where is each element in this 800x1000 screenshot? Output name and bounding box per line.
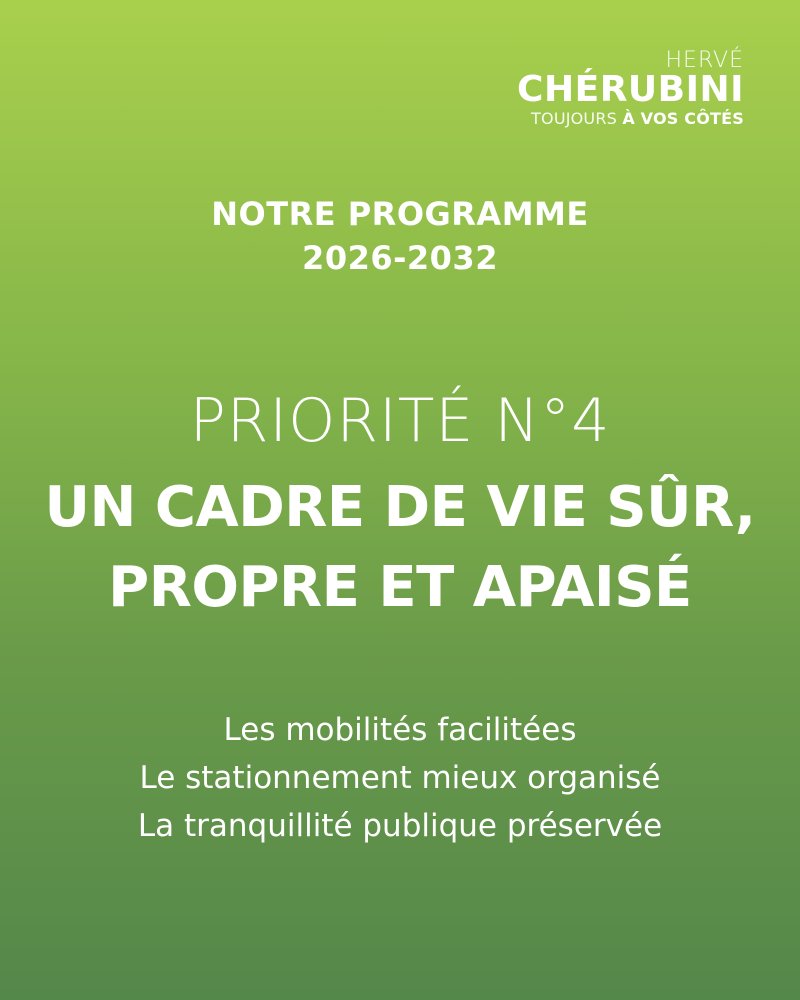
program-heading: [0, 192, 800, 280]
brand-first-name: HERVÉ: [665, 48, 744, 73]
brand-last-name: CHÉRUBINI: [517, 69, 744, 110]
priority-point: Le stationnement mieux organisé: [139, 760, 661, 796]
brand-tagline-light: TOUJOURS: [531, 109, 618, 128]
priority-point: La tranquillité publique préservée: [137, 808, 663, 844]
priority-points-list: [0, 706, 800, 850]
brand-tagline: [517, 111, 744, 127]
priority-point: Les mobilités facilitées: [223, 712, 577, 748]
priority-title-line-2: PROPRE ET APAISÉ: [108, 555, 692, 620]
program-title: NOTRE PROGRAMME: [211, 195, 589, 233]
priority-title-line-1: UN CADRE DE VIE SÛR,: [44, 475, 756, 540]
priority-number: PRIORITÉ N°4: [189, 386, 611, 456]
brand-tagline-bold: À VOS CÔTÉS: [622, 109, 744, 128]
brand-logo: [517, 50, 744, 127]
priority-title: [0, 468, 800, 628]
program-years: 2026-2032: [302, 239, 498, 277]
